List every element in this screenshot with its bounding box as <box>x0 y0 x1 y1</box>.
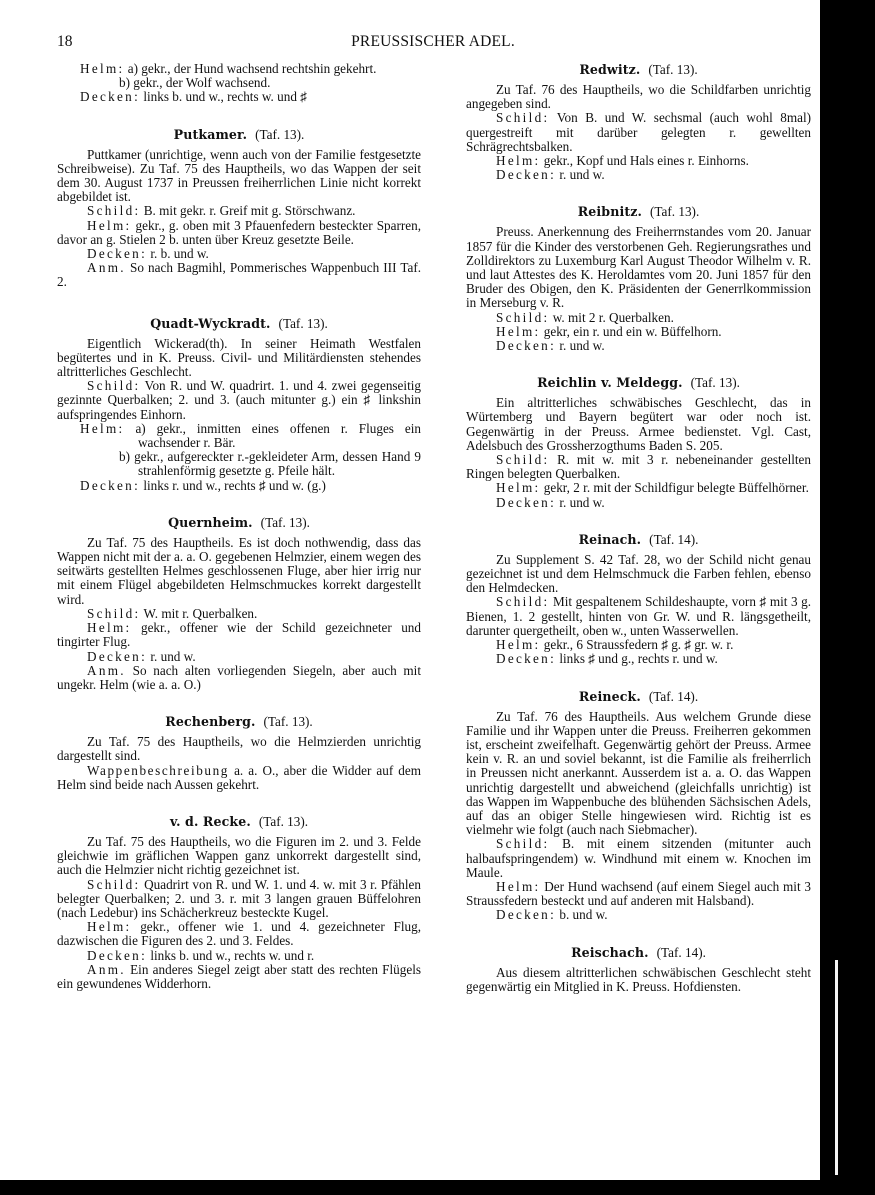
entry-title: Rechenberg. (Taf. 13). <box>165 714 313 730</box>
entry-intro: Zu Taf. 75 des Hauptheils. Es ist doch nothwendig, dass das Wappen nicht mit der a. a. O. gegebenen Helmzier, einem wegen des seitwärts gestellten Helmes geschlossenen Fluge, aber hier irrig nur mit einem Flügel abgebildeten Helmschmuckes korrekt dargestellt wird. <box>57 534 421 607</box>
entry-reischach <box>466 945 811 994</box>
decken-line: Decken: b. und w. <box>496 907 608 923</box>
schild-line: Schild: R. mit w. mit 3 r. nebeneinander gestellten Ringen belegten Querbalken. <box>466 452 812 482</box>
helm-line: Helm: gekr, 2 r. mit der Schildfigur belegte Büffelhörner. <box>496 480 809 496</box>
entry-intro: Ein altritterliches schwäbisches Geschlecht, das in Würtemberg und Bayern begütert war oder noch ist. Gegenwärtig in der Preuss. Armee bedienstet. Vgl. Cast, Adelsbuch des Grossherzogthums Baden S. 205. <box>466 395 811 453</box>
entry-intro: Zu Taf. 75 des Hauptheils, wo die Figuren im 2. und 3. Felde gleichwie im gräflichen Wappen ganz unkorrekt dargestellt sind, auch die Helmzier nicht richtig gezeichnet ist. <box>57 833 421 878</box>
decken-line: Decken: r. und w. <box>496 494 605 510</box>
entry-title: Redwitz. (Taf. 13). <box>579 62 698 77</box>
page-number: 18 <box>57 33 73 50</box>
schild-line: Schild: B. mit einem sitzenden (mitunter auch halbaufspringendem) w. Windhund mit einem w. Knochen im Maule. <box>466 836 812 880</box>
helm-a-line: Helm: a) gekr., inmitten eines offenen r. Fluges ein wachsender r. Bär. <box>80 420 422 451</box>
entry-title: Quadt-Wyckradt. (Taf. 13). <box>150 315 328 331</box>
entry-continuation <box>57 62 421 105</box>
scan-edge-sliver <box>835 960 838 1175</box>
entry-reinach <box>466 532 811 667</box>
decken-line: Decken: links b. und w., rechts w. und r. <box>87 947 315 963</box>
entry-quernheim <box>57 515 421 692</box>
entry-intro: Puttkamer (unrichtige, wenn auch von der Familie festgesetzte Schreibweise). Zu Taf. 75 des Hauptheils, wo das Wappen der seit dem 30. August 1737 in Preussen freiherrlichen Linie nicht korrekt abgebildet ist. <box>57 146 421 205</box>
entry-title: Quernheim. (Taf. 13). <box>168 514 310 530</box>
left-column <box>57 62 421 991</box>
helm-line: Helm: Der Hund wachsend (auf einem Siegel auch mit 3 Straussfedern besteckt und auf anderen mit Halsband). <box>466 878 812 909</box>
entry-title: v. d. Recke. (Taf. 13). <box>169 813 309 829</box>
entry-intro: Aus diesem altritterlichen schwäbischen Geschlecht steht gegenwärtig ein Mitglied in K. Preuss. Hofdiensten. <box>466 964 811 994</box>
entry-title: Putkamer. (Taf. 13). <box>173 126 305 142</box>
decken-line: Decken: links r. und w., rechts ♯ und w. (g.) <box>80 477 326 493</box>
helm-line: Helm: gekr., offener wie der Schild gezeichneter und tingirter Flug. <box>57 620 421 650</box>
wappen-line: Wappenbeschreibung a. a. O., aber die Widder auf dem Helm sind beide nach Aussen gekehrt. <box>57 762 421 792</box>
anm-line: Anm. Ein anderes Siegel zeigt aber statt des rechten Flügels ein gewundenes Widderhorn. <box>57 961 422 991</box>
entry-title: Reischach. (Taf. 14). <box>571 944 706 960</box>
decken-line: Decken: r. und w. <box>87 648 196 664</box>
entry-rechenberg <box>57 714 421 792</box>
entry-reibnitz <box>466 204 811 353</box>
entry-putkamer <box>57 127 421 290</box>
entry-intro: Zu Taf. 76 des Hauptheils. Aus welchem Grunde diese Familie und ihr Wappen unter die Preuss. Freiherren gekommen ist, erscheint zweifelhaft. Gegenwärtig gehört der Preuss. Armee kein v. R. an und soviel bekannt, ist die Familie als freiherrlich in Preussen nicht anerkannt. Ausserdem ist a. a. O. das Wappen unrichtig dargestellt und abweichend (gleichfalls unrichtig) ist das Wappen im Wappenbuche des blühenden Sächsischen Adels, auf das an obiger Stelle hingewiesen wird. Richtig ist es vielmehr wie folgt (auch nach Siebmacher). <box>466 708 811 838</box>
helm-a-line: Helm: a) gekr., der Hund wachsend rechtshin gekehrt. <box>80 61 377 76</box>
entry-title: Reibnitz. (Taf. 13). <box>577 204 700 220</box>
entry-intro: Eigentlich Wickerad(th). In seiner Heimath Westfalen begütertes und in K. Preuss. Civil- und Militärdiensten stehendes altritterliches Geschlecht. <box>57 335 421 380</box>
helm-b-line: b) gekr., aufgereckter r.-gekleideter Arm, dessen Hand 9 strahlenförmig gesetzte g. Pfeile hält. <box>119 449 421 479</box>
entry-quadt-wyckradt <box>57 316 421 493</box>
entry-title: Reineck. (Taf. 14). <box>578 688 699 704</box>
schild-line: Schild: Mit gespaltenem Schildeshaupte, vorn ♯ mit 3 g. Bienen, 1. 2 gestellt, hinten von Gr. W. und R. längsgetheilt, darunter quergetheilt, oben w., unten Wasserwellen. <box>466 594 811 638</box>
helm-line: Helm: gekr, ein r. und ein w. Büffelhorn. <box>496 323 722 339</box>
entry-intro: Zu Supplement S. 42 Taf. 28, wo der Schild nicht genau gezeichnet ist und dem Helmschmuck die Farben fehlen, ebenso den Helmdecken. <box>466 551 811 596</box>
decken-line: Decken: links ♯ und g., rechts r. und w. <box>496 651 718 667</box>
decken-line: Decken: r. und w. <box>496 338 605 354</box>
anm-line: Anm. So nach Bagmihl, Pommerisches Wappenbuch III Taf. 2. <box>57 260 422 290</box>
helm-line: Helm: gekr., 6 Straussfedern ♯ g. ♯ gr. w. r. <box>496 637 734 653</box>
running-head <box>57 33 809 53</box>
schild-line: Schild: W. mit r. Querbalken. <box>87 605 258 621</box>
entry-intro: Zu Taf. 75 des Hauptheils, wo die Helmzierden unrichtig dargestellt sind. <box>57 734 421 764</box>
helm-line: Helm: gekr., offener wie 1. und 4. gezeichneter Flug, dazwischen die Figuren des 2. und 3. Feldes. <box>57 919 421 949</box>
anm-line: Anm. So nach alten vorliegenden Siegeln, aber auch mit ungekr. Helm (wie a. a. O.) <box>57 662 421 692</box>
entry-intro: Zu Taf. 76 des Hauptheils, wo die Schildfarben unrichtig angegeben sind. <box>466 82 811 112</box>
schild-line: Schild: Quadrirt von R. und W. 1. und 4. w. mit 3 r. Pfählen belegter Querbalken; 2. und 3. r. mit 3 langen grauen Büffelohren (nach Ledebur) ins Schächerkreuz besteckte Kugel. <box>57 876 422 920</box>
entry-redwitz <box>466 62 811 182</box>
entry-intro: Preuss. Anerkennung des Freiherrnstandes vom 20. Januar 1857 für die Kinder des verstorbenen Geh. Regierungsrathes und Zolldirektors zu Luxemburg Karl August Theodor Wilhelm v. R. und laut Attestes des K. Heroldamtes vom 20. Juni 1857 für den Bruder des Obigen, den K. Präsidenten der Generrlkommission in Merseburg v. R. <box>466 224 811 311</box>
entry-reineck <box>466 689 811 923</box>
entry-recke <box>57 814 421 991</box>
helm-line: Helm: gekr., g. oben mit 3 Pfauenfedern besteckter Sparren, davor an g. Stielen 2 b. unten über Kreuz gesetzte Beile. <box>57 217 422 247</box>
entry-title: Reichlin v. Meldegg. (Taf. 13). <box>537 375 740 391</box>
schild-line: Schild: w. mit 2 r. Querbalken. <box>496 309 674 325</box>
schild-line: Schild: Von R. und W. quadrirt. 1. und 4. zwei gegenseitig gezinnte Querbalken; 2. und 3. (auch mitunter g.) ein ♯ linkshin aufspringendes Einhorn. <box>57 378 421 422</box>
helm-b-line: b) gekr., der Wolf wachsend. <box>119 75 271 91</box>
decken-line: Decken: r. und w. <box>496 167 605 183</box>
right-column <box>466 62 811 994</box>
schild-line: Schild: B. mit gekr. r. Greif mit g. Störschwanz. <box>87 203 356 219</box>
running-title: PREUSSISCHER ADEL. <box>351 33 515 50</box>
decken-line: Decken: r. b. und w. <box>87 246 209 262</box>
decken-line: Decken: links b. und w., rechts w. und ♯ <box>80 89 307 105</box>
entry-reichlin-v-meldegg <box>466 375 811 510</box>
entry-title: Reinach. (Taf. 14). <box>578 531 699 547</box>
helm-line: Helm: gekr., Kopf und Hals eines r. Einhorns. <box>496 153 749 169</box>
schild-line: Schild: Von B. und W. sechsmal (auch wohl 8mal) quergestreift mit darüber gelegten r. gewellten Schrägrechtsbalken. <box>466 110 812 154</box>
